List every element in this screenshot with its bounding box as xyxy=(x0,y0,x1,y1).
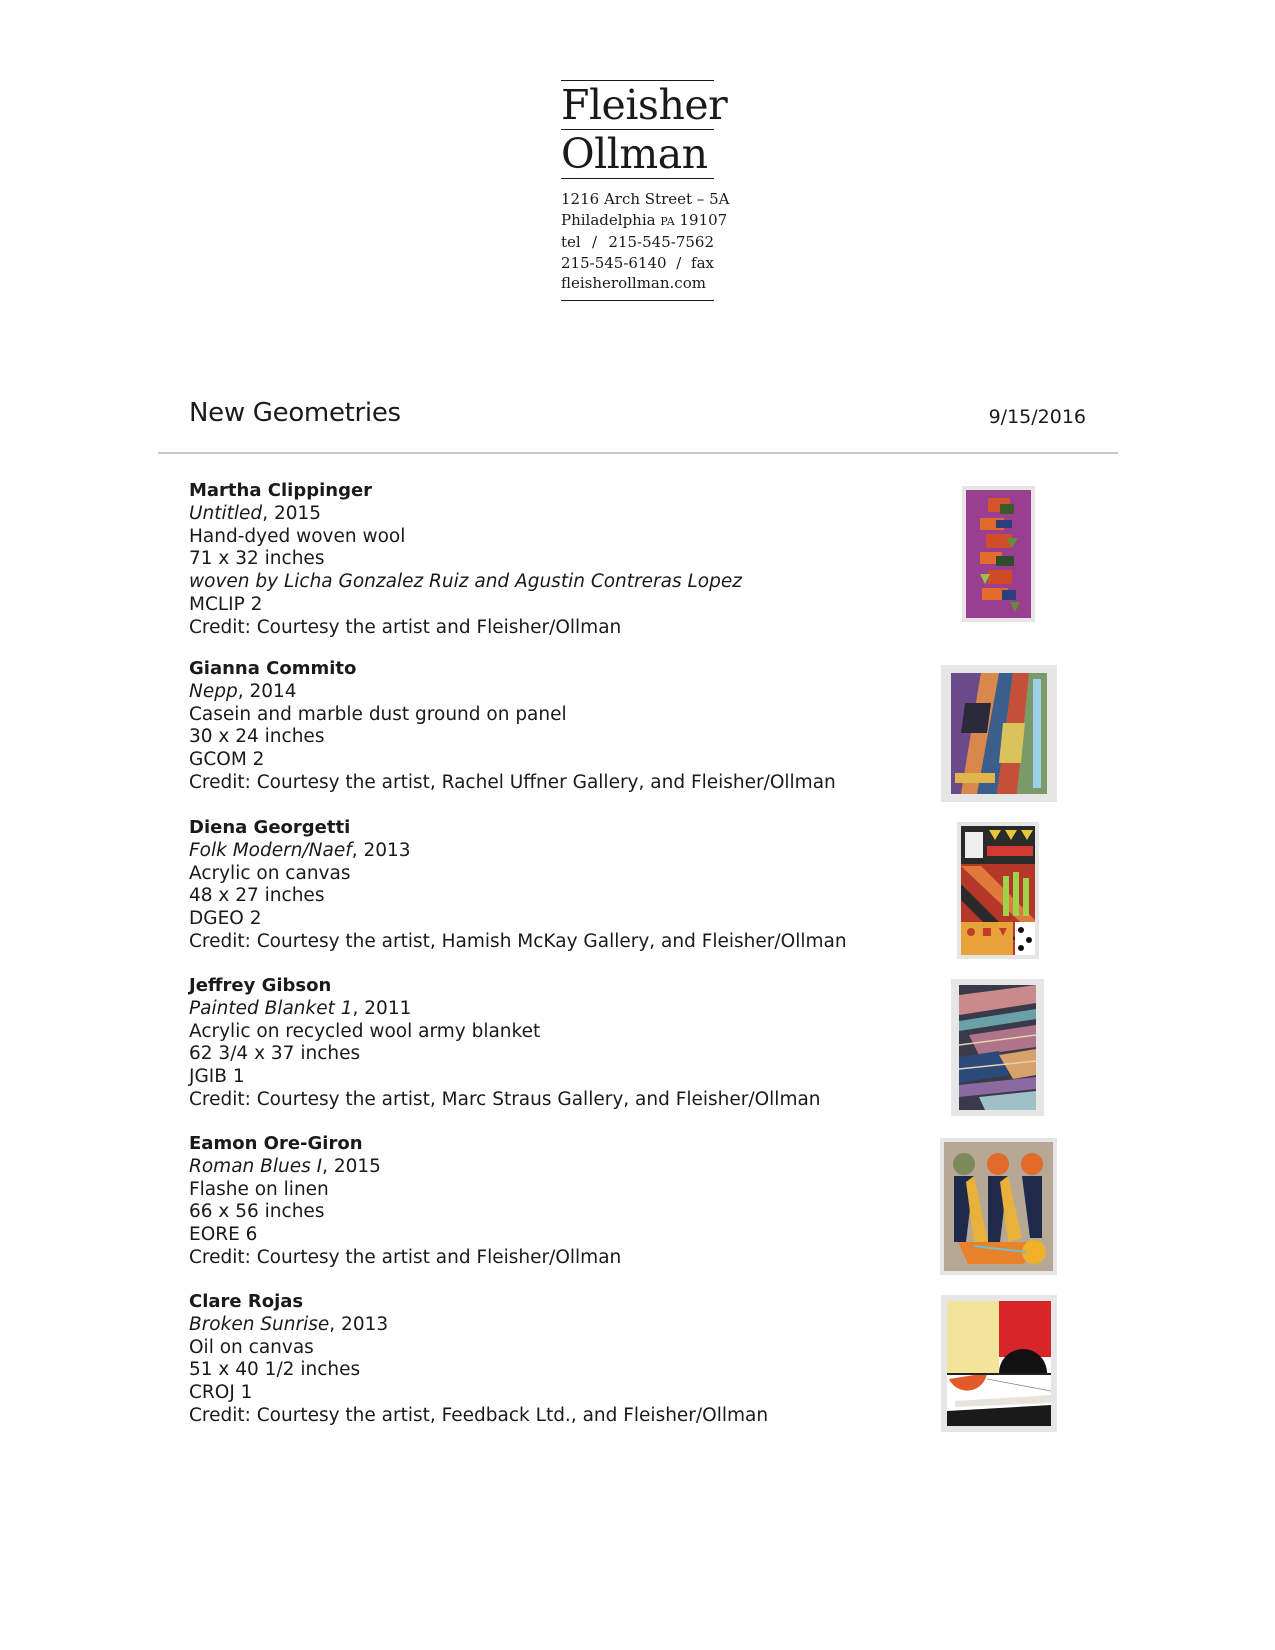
artwork-title: Untitled xyxy=(189,502,263,524)
logo-word-fleisher: Fleisher xyxy=(561,81,728,129)
inventory-code: EORE 6 xyxy=(189,1224,258,1246)
artwork-medium: Casein and marble dust ground on panel xyxy=(189,703,567,725)
flashe-linen-image xyxy=(944,1142,1053,1271)
artwork-dimensions: 71 x 32 inches xyxy=(189,548,325,570)
address-zip: 19107 xyxy=(679,210,728,229)
artwork-entry xyxy=(189,975,821,1112)
header-divider xyxy=(158,452,1118,454)
acrylic-canvas-image xyxy=(961,826,1035,955)
fax-label: fax xyxy=(691,253,714,272)
artwork-title: Broken Sunrise xyxy=(189,1313,330,1335)
artwork-credit: Credit: Courtesy the artist, Feedback Ltd., and Fleisher/Ollman xyxy=(189,1404,769,1426)
inventory-code: GCOM 2 xyxy=(189,749,265,771)
artwork-year: , 2015 xyxy=(262,502,322,524)
inventory-code: DGEO 2 xyxy=(189,908,262,930)
address-website: fleisherollman.com xyxy=(561,274,706,292)
artwork-thumbnail xyxy=(940,1138,1057,1275)
artwork-title-line xyxy=(189,1314,768,1337)
inventory-code: CROJ 1 xyxy=(189,1382,253,1404)
artwork-title-line xyxy=(189,681,836,704)
artwork-medium: Flashe on linen xyxy=(189,1178,329,1200)
fax-separator: / xyxy=(676,253,682,272)
artwork-thumbnail xyxy=(941,1295,1057,1432)
artwork-title-line xyxy=(189,998,821,1021)
artist-name: Eamon Ore-Giron xyxy=(189,1133,363,1154)
inventory-code: JGIB 1 xyxy=(189,1066,245,1088)
logo-bottom-rule xyxy=(561,300,714,301)
artwork-title-line xyxy=(189,503,742,526)
artwork-title: Folk Modern/Naef xyxy=(189,839,352,861)
letterhead-logo xyxy=(561,80,730,301)
document-date: 9/15/2016 xyxy=(988,406,1086,428)
document-title: New Geometries xyxy=(189,398,401,428)
artwork-thumbnail xyxy=(951,979,1044,1116)
artwork-year: , 2015 xyxy=(322,1155,381,1177)
artwork-medium: Acrylic on recycled wool army blanket xyxy=(189,1020,541,1042)
artwork-entry xyxy=(189,480,742,640)
letterhead-address xyxy=(561,189,730,294)
artwork-title-line xyxy=(189,1156,621,1179)
artist-name: Gianna Commito xyxy=(189,658,357,679)
fax-number: 215-545-6140 xyxy=(561,253,667,272)
address-city-line xyxy=(561,210,728,233)
artwork-dimensions: 62 3/4 x 37 inches xyxy=(189,1043,361,1065)
artwork-thumbnail xyxy=(962,486,1035,622)
artist-name: Jeffrey Gibson xyxy=(189,975,332,996)
artwork-credit: Credit: Courtesy the artist, Marc Straus Gallery, and Fleisher/Ollman xyxy=(189,1088,821,1110)
artwork-dimensions: 48 x 27 inches xyxy=(189,885,325,907)
address-state: PA xyxy=(660,214,675,228)
artwork-entry xyxy=(189,1133,621,1270)
artist-name: Diena Georgetti xyxy=(189,817,351,838)
logo-lower-rule xyxy=(561,178,714,179)
artist-name: Martha Clippinger xyxy=(189,480,373,501)
tel-separator: / xyxy=(592,233,598,251)
artwork-title: Nepp xyxy=(189,680,238,702)
artwork-entry xyxy=(189,658,836,795)
artwork-dimensions: 51 x 40 1/2 inches xyxy=(189,1359,361,1381)
tel-label: tel xyxy=(561,233,581,251)
inventory-code: MCLIP 2 xyxy=(189,593,263,615)
painted-blanket-image xyxy=(959,985,1036,1110)
artwork-credit: Credit: Courtesy the artist, Rachel Uffner Gallery, and Fleisher/Ollman xyxy=(189,771,836,793)
artwork-medium: Hand-dyed woven wool xyxy=(189,525,406,547)
artwork-thumbnail xyxy=(957,822,1039,959)
casein-panel-image xyxy=(951,673,1047,794)
artwork-title: Painted Blanket 1 xyxy=(189,997,353,1019)
address-tel-line xyxy=(561,232,714,253)
artist-name: Clare Rojas xyxy=(189,1291,304,1312)
artwork-entry xyxy=(189,1291,768,1428)
oil-canvas-image xyxy=(947,1301,1051,1426)
artwork-title-line xyxy=(189,840,847,863)
artwork-year: , 2014 xyxy=(237,680,297,702)
logo-word-ollman: Ollman xyxy=(561,130,708,178)
address-street: 1216 Arch Street – 5A xyxy=(561,190,730,208)
artwork-dimensions: 66 x 56 inches xyxy=(189,1201,325,1223)
artwork-thumbnail xyxy=(941,665,1057,802)
artwork-year: , 2013 xyxy=(329,1313,389,1335)
artwork-medium: Acrylic on canvas xyxy=(189,862,351,884)
artwork-credit: Credit: Courtesy the artist and Fleisher/Ollman xyxy=(189,1246,622,1268)
artwork-title: Roman Blues I xyxy=(189,1155,323,1177)
artwork-medium: Oil on canvas xyxy=(189,1336,314,1358)
woven-wool-image xyxy=(966,490,1031,618)
address-city: Philadelphia xyxy=(561,210,656,229)
tel-number: 215-545-7562 xyxy=(608,233,714,251)
address-fax-line xyxy=(561,253,714,274)
artwork-note: woven by Licha Gonzalez Ruiz and Agustin Contreras Lopez xyxy=(189,571,742,593)
artwork-dimensions: 30 x 24 inches xyxy=(189,726,325,748)
artwork-entry xyxy=(189,817,847,954)
artwork-credit: Credit: Courtesy the artist, Hamish McKay Gallery, and Fleisher/Ollman xyxy=(189,930,847,952)
artwork-credit: Credit: Courtesy the artist and Fleisher/Ollman xyxy=(189,616,622,638)
artwork-year: , 2011 xyxy=(352,997,412,1019)
artwork-year: , 2013 xyxy=(351,839,411,861)
